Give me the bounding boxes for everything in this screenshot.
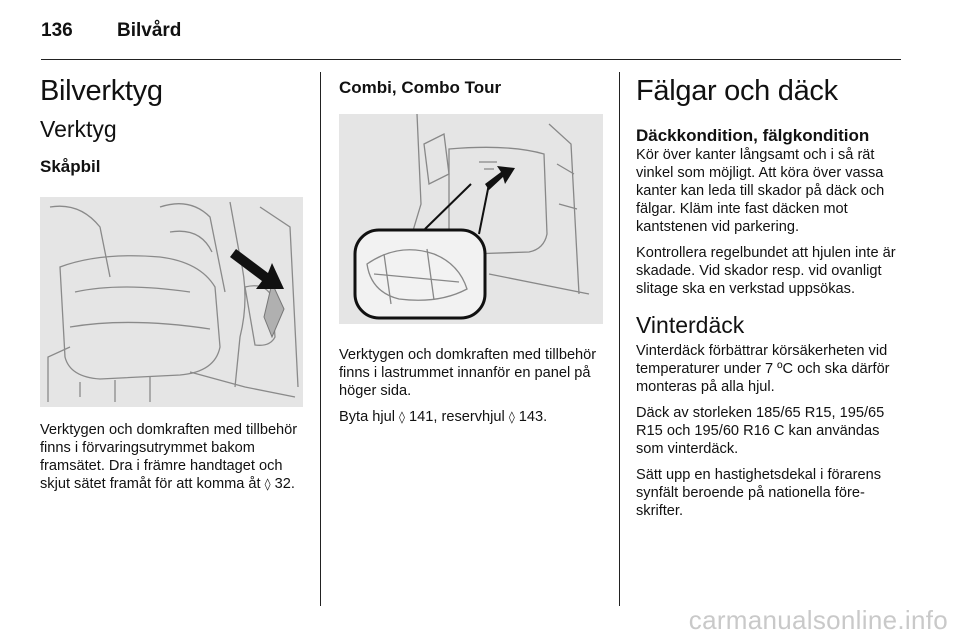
paragraph: Kör över kanter långsamt och i så rät vinkel som möjligt. Att köra över vassa kanter kan leda till skador på däck och fälgar. Kläm inte fast däcken mot kantstenen vid parkering. xyxy=(636,147,885,235)
cross-reference-icon: ◊ xyxy=(508,410,515,424)
column-divider-1 xyxy=(320,72,321,606)
header-rule xyxy=(41,59,901,60)
column-3 xyxy=(636,66,906,520)
seat-tool-figure xyxy=(40,197,303,407)
page-number: 136 xyxy=(41,20,73,41)
page-header xyxy=(0,0,960,62)
column-1 xyxy=(40,66,304,493)
subsection-heading: Vinterdäck xyxy=(636,312,745,338)
chapter-title: Bilvård xyxy=(117,20,182,41)
column-divider-2 xyxy=(619,72,620,606)
paragraph: Verktygen och domkraften med tillbehör finns i förvaringsutrymmet bakom framsätet. Dra i främre handtaget och skjut sätet framåt för att komma åt ◊ 32. xyxy=(40,422,298,492)
paragraph: Vinterdäck förbättrar körsäkerheten vid temperaturer under 7 ºC och ska därför monteras på alla hjul. xyxy=(636,343,890,395)
paragraph: Sätt upp en hastighetsdekal i förarens synfält beroende på nationella föreskrifter. xyxy=(636,467,882,519)
cargo-panel-illustration xyxy=(339,114,603,324)
cross-reference-icon: ◊ xyxy=(399,410,405,424)
paragraph: Kontrollera regelbundet att hjulen inte är skadade. Vid skador resp. vid ovanligt slitage ska en verkstad uppsökas. xyxy=(636,245,896,297)
column-2 xyxy=(339,66,603,426)
paragraph: Byta hjul ◊ 141, reservhjul ◊ 143. xyxy=(339,409,548,425)
watermark: carmanualsonline.info xyxy=(688,605,948,635)
cross-reference-icon: ◊ xyxy=(264,477,271,491)
variant-heading: Combi, Combo Tour xyxy=(339,78,502,97)
seat-tool-compartment-illustration xyxy=(40,197,303,407)
subsection-title: Verktyg xyxy=(40,116,117,142)
paragraph: Verktygen och domkraften med tillbehör finns i lastrummet innanför en panel på höger sida. xyxy=(339,347,597,399)
subsection-heading: Däckkondition, fälgkondition xyxy=(636,126,870,145)
section-title: Fälgar och däck xyxy=(636,75,838,107)
cargo-panel-figure xyxy=(339,114,603,324)
subsubsection-title: Skåpbil xyxy=(40,157,101,176)
paragraph: Däck av storleken 185/65 R15, 195/65 R15 och 195/60 R16 C kan användas som vinterdäck. xyxy=(636,405,885,457)
section-title: Bilverktyg xyxy=(40,75,163,107)
